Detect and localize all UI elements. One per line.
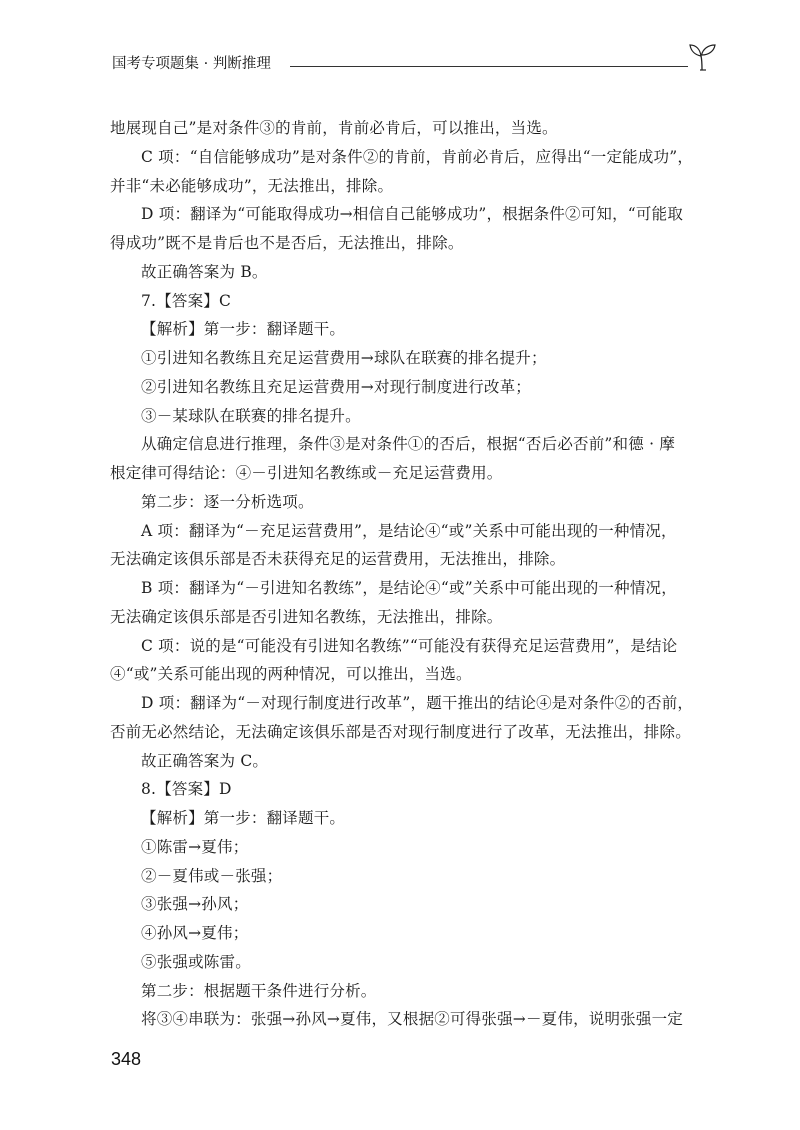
text-line: 无法确定该俱乐部是否引进知名教练，无法推出，排除。 (110, 607, 503, 626)
header-rule (290, 66, 688, 67)
text-line: C 项：说的是“可能没有引进知名教练”“可能没有获得充足运营费用”，是结论 (141, 636, 678, 655)
text-line: 得成功”既不是肯后也不是否后，无法推出，排除。 (110, 234, 464, 252)
text-line: ④“或”关系可能出现的两种情况，可以推出，当选。 (110, 665, 472, 684)
text-line: ③－某球队在联赛的排名提升。 (141, 406, 361, 425)
analysis-heading: 【解析】第一步：翻译题干。 (141, 320, 346, 339)
header-title: 国考专项题集 · 判断推理 (112, 56, 271, 72)
answer-explanation-text (110, 114, 710, 1034)
text-line: ⑤张强或陈雷。 (141, 952, 251, 971)
text-line: ③张强→孙风； (141, 895, 249, 914)
analysis-heading: 【解析】第一步：翻译题干。 (141, 809, 346, 827)
text-line: ①陈雷→夏伟； (141, 837, 249, 856)
running-header (112, 54, 716, 78)
answer-heading: 7.【答案】C (141, 291, 232, 310)
text-line: 地展现自己”是对条件③的肯前，肯前必肯后，可以推出，当选。 (110, 119, 558, 137)
text-line: 从确定信息进行推理，条件③是对条件①的否后，根据“否后必否前”和德 · 摩 (141, 435, 676, 454)
text-line: 第二步：逐一分析选项。 (141, 492, 314, 511)
text-line: 第二步：根据题干条件进行分析。 (141, 981, 377, 1000)
answer-heading: 8.【答案】D (141, 780, 232, 799)
text-line: ②－夏伟或－张强； (141, 866, 283, 885)
text-line: D 项：翻译为“可能取得成功→相信自己能够成功”，根据条件②可知，“可能取 (141, 205, 684, 224)
text-line: B 项：翻译为“－引进知名教练”，是结论④“或”关系中可能出现的一种情况， (141, 579, 677, 597)
text-line: 无法确定该俱乐部是否未获得充足的运营费用，无法推出，排除。 (110, 550, 566, 569)
text-line: D 项：翻译为“－对现行制度进行改革”，题干推出的结论④是对条件②的否前， (141, 694, 694, 712)
text-line: ①引进知名教练且充足运营费用→球队在联赛的排名提升； (141, 349, 547, 367)
text-line: 将③④串联为：张强→孙风→夏伟，又根据②可得张强→－夏伟，说明张强一定 (141, 1010, 683, 1029)
text-line: 故正确答案为 B。 (141, 262, 268, 281)
sprout-icon (686, 40, 718, 72)
text-line: 否前无必然结论，无法确定该俱乐部是否对现行制度进行了改革，无法推出，排除。 (110, 722, 691, 741)
text-line: A 项：翻译为“－充足运营费用”，是结论④“或”关系中可能出现的一种情况， (141, 521, 677, 540)
text-line: 根定律可得结论：④－引进知名教练或－充足运营费用。 (110, 464, 503, 482)
text-line: C 项：“自信能够成功”是对条件②的肯前，肯前必肯后，应得出“一定能成功”， (141, 147, 694, 166)
page-number: 348 (111, 1049, 142, 1069)
text-line: ④孙风→夏伟； (141, 924, 249, 942)
text-line: 并非“未必能够成功”，无法推出，排除。 (110, 176, 394, 195)
text-line: ②引进知名教练且充足运营费用→对现行制度进行改革； (141, 377, 531, 396)
text-line: 故正确答案为 C。 (141, 751, 269, 770)
